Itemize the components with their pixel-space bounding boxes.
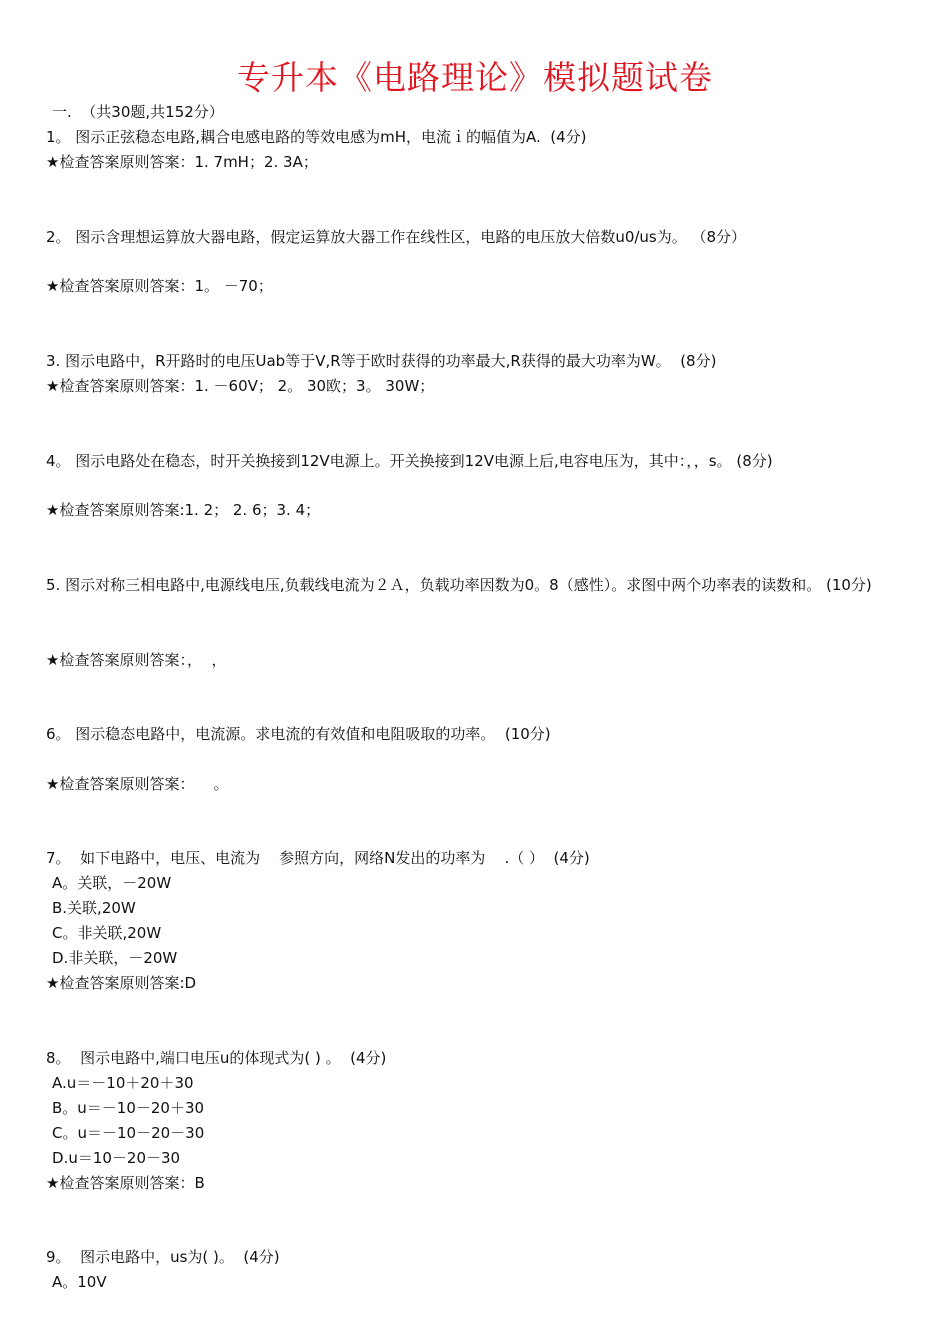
question-3: 3. 图示电路中，R开路时的电压Uab等于V,R等于欧时获得的功率最大,R获得的最大功率为W。 (8分): [46, 352, 717, 370]
answer-6: ★检查答案原则答案： 。: [46, 775, 229, 793]
option-7c: C。非关联,20W: [52, 924, 162, 942]
question-1: 1。 图示正弦稳态电路,耦合电感电路的等效电感为mH，电流ｉ的幅值为A. (4分): [46, 128, 587, 146]
answer-8: ★检查答案原则答案：B: [46, 1174, 205, 1192]
option-8b: B。u＝－10－20＋30: [52, 1099, 205, 1117]
section-header: 一. （共30题,共152分）: [52, 103, 224, 121]
option-8d: D.u＝10－20－30: [52, 1149, 181, 1167]
page-title: 专升本《电路理论》模拟题试卷: [237, 58, 713, 97]
answer-1: ★检查答案原则答案：1. 7mH；2. 3A；: [46, 153, 318, 171]
option-8a: A.u＝－10＋20＋30: [52, 1074, 194, 1092]
question-7: 7。 如下电路中，电压、电流为 参照方向，网络N发出的功率为 .（ ） (4分): [46, 849, 590, 867]
answer-7: ★检查答案原则答案:D: [46, 974, 197, 992]
question-8: 8。 图示电路中,端口电压u的体现式为( ) 。 (4分): [46, 1049, 387, 1067]
question-6: 6。 图示稳态电路中，电流源。求电流的有效值和电阻吸取的功率。 (10分): [46, 725, 551, 743]
option-7b: B.关联,20W: [52, 899, 136, 917]
option-9a: A。10V: [52, 1273, 107, 1291]
answer-4: ★检查答案原则答案:1. 2； 2. 6；3. 4；: [46, 501, 321, 519]
option-7a: A。关联，－20W: [52, 874, 172, 892]
question-2: 2。 图示含理想运算放大器电路，假定运算放大器工作在线性区，电路的电压放大倍数u0/us为。 （8分）: [46, 228, 747, 246]
question-4: 4。 图示电路处在稳态，时开关换接到12V电源上。开关换接到12V电源上后,电容电压为，其中：，，s。 (8分): [46, 452, 773, 470]
question-9: 9。 图示电路中，us为( )。 (4分): [46, 1248, 280, 1266]
answer-2: ★检查答案原则答案：1。 －70；: [46, 277, 273, 295]
answer-5: ★检查答案原则答案：， ，: [46, 651, 227, 669]
question-5: 5. 图示对称三相电路中,电源线电压,负载线电流为２Ａ，负载功率因数为0。8（感性）。求图中两个功率表的读数和。 (10分): [46, 576, 872, 594]
option-7d: D.非关联，－20W: [52, 949, 178, 967]
answer-3: ★检查答案原则答案：1. －60V； 2。 30欧；3。 30W；: [46, 377, 435, 395]
option-8c: C。u＝－10－20－30: [52, 1124, 205, 1142]
